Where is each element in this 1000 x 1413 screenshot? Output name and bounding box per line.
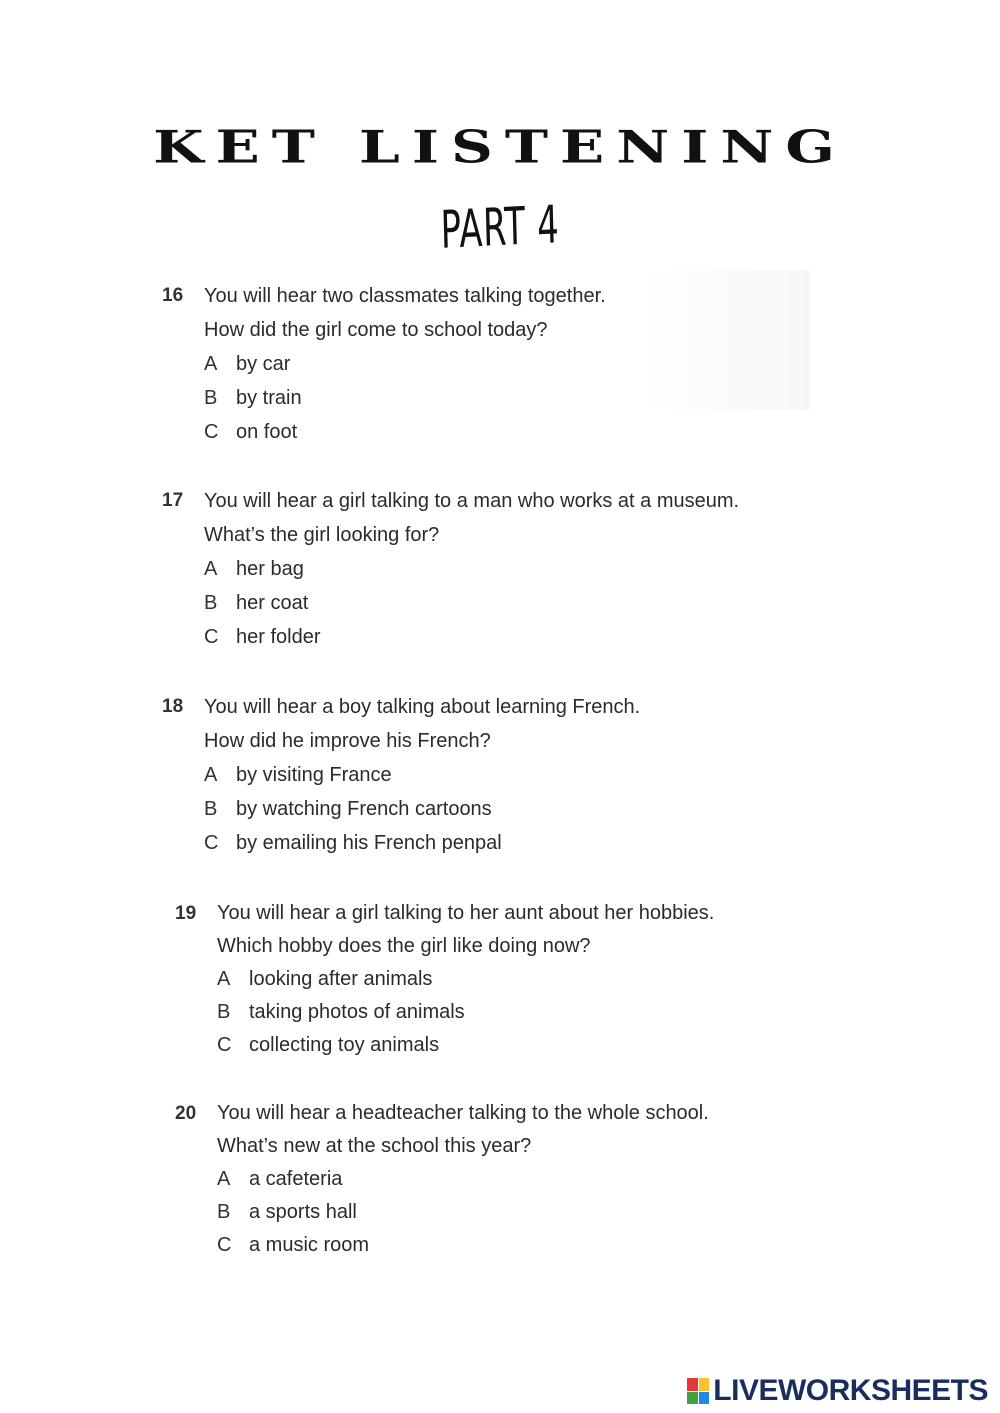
option-text: taking photos of animals xyxy=(249,1001,465,1023)
option-a[interactable] xyxy=(217,963,857,996)
option-text: by car xyxy=(236,353,291,375)
option-text: a music room xyxy=(249,1234,370,1256)
question-intro: You will hear a headteacher talking to the whole school. xyxy=(217,1102,709,1124)
option-c[interactable] xyxy=(204,415,844,449)
option-text: her bag xyxy=(236,558,304,580)
option-text: looking after animals xyxy=(249,968,433,990)
option-b[interactable] xyxy=(204,381,844,415)
question-text: How did he improve his French? xyxy=(204,730,491,752)
option-text: her coat xyxy=(236,592,309,614)
logo-square-yellow xyxy=(699,1378,710,1391)
option-letter: B xyxy=(204,798,218,820)
logo-square-blue xyxy=(699,1392,710,1405)
question-number: 17 xyxy=(162,490,184,511)
option-a[interactable] xyxy=(204,347,844,381)
page-subtitle: PART 4 xyxy=(439,195,561,261)
option-b[interactable] xyxy=(217,996,857,1029)
question-intro: You will hear a girl talking to her aunt about her hobbies. xyxy=(217,902,715,924)
option-c[interactable] xyxy=(217,1229,857,1262)
option-letter: B xyxy=(217,1001,231,1023)
option-letter: C xyxy=(204,832,219,854)
question-number: 19 xyxy=(175,903,197,924)
option-letter: A xyxy=(217,968,231,990)
option-letter: C xyxy=(204,421,219,443)
option-letter: A xyxy=(217,1168,231,1190)
option-c[interactable] xyxy=(204,620,844,654)
option-letter: C xyxy=(204,626,219,648)
question-number: 18 xyxy=(162,696,184,717)
option-text: by emailing his French penpal xyxy=(236,832,502,854)
option-letter: C xyxy=(217,1234,232,1256)
option-letter: B xyxy=(217,1201,231,1223)
option-text: on foot xyxy=(236,421,298,443)
option-text: a cafeteria xyxy=(249,1168,343,1190)
question-intro: You will hear two classmates talking together. xyxy=(204,285,606,307)
option-a[interactable] xyxy=(204,552,844,586)
question-text: What’s the girl looking for? xyxy=(204,524,440,546)
question-number: 16 xyxy=(162,285,184,306)
option-c[interactable] xyxy=(204,826,844,860)
question-intro: You will hear a girl talking to a man who works at a museum. xyxy=(204,490,740,512)
option-b[interactable] xyxy=(217,1196,857,1229)
option-b[interactable] xyxy=(204,586,844,620)
question-intro: You will hear a boy talking about learning French. xyxy=(204,696,641,718)
option-a[interactable] xyxy=(217,1163,857,1196)
question-text: Which hobby does the girl like doing now? xyxy=(217,935,591,957)
option-letter: C xyxy=(217,1034,232,1056)
option-text: by train xyxy=(236,387,302,409)
page-title: KET LISTENING xyxy=(153,120,847,174)
option-text: by watching French cartoons xyxy=(236,798,492,820)
option-letter: A xyxy=(204,353,218,375)
option-text: a sports hall xyxy=(249,1201,357,1223)
logo-text: LIVEWORKSHEETS xyxy=(713,1374,988,1407)
option-letter: B xyxy=(204,592,218,614)
option-letter: B xyxy=(204,387,218,409)
logo-square-green xyxy=(687,1392,698,1405)
option-letter: A xyxy=(204,558,218,580)
question-text: What’s new at the school this year? xyxy=(217,1135,532,1157)
option-c[interactable] xyxy=(217,1029,857,1062)
question-text: How did the girl come to school today? xyxy=(204,319,548,341)
liveworksheets-logo[interactable] xyxy=(687,1373,988,1409)
option-b[interactable] xyxy=(204,792,844,826)
option-text: by visiting France xyxy=(236,764,392,786)
option-text: collecting toy animals xyxy=(249,1034,440,1056)
option-letter: A xyxy=(204,764,218,786)
option-text: her folder xyxy=(236,626,321,648)
question-number: 20 xyxy=(175,1103,197,1124)
liveworksheets-logo-icon xyxy=(687,1378,709,1404)
logo-square-red xyxy=(687,1378,698,1391)
option-a[interactable] xyxy=(204,758,844,792)
